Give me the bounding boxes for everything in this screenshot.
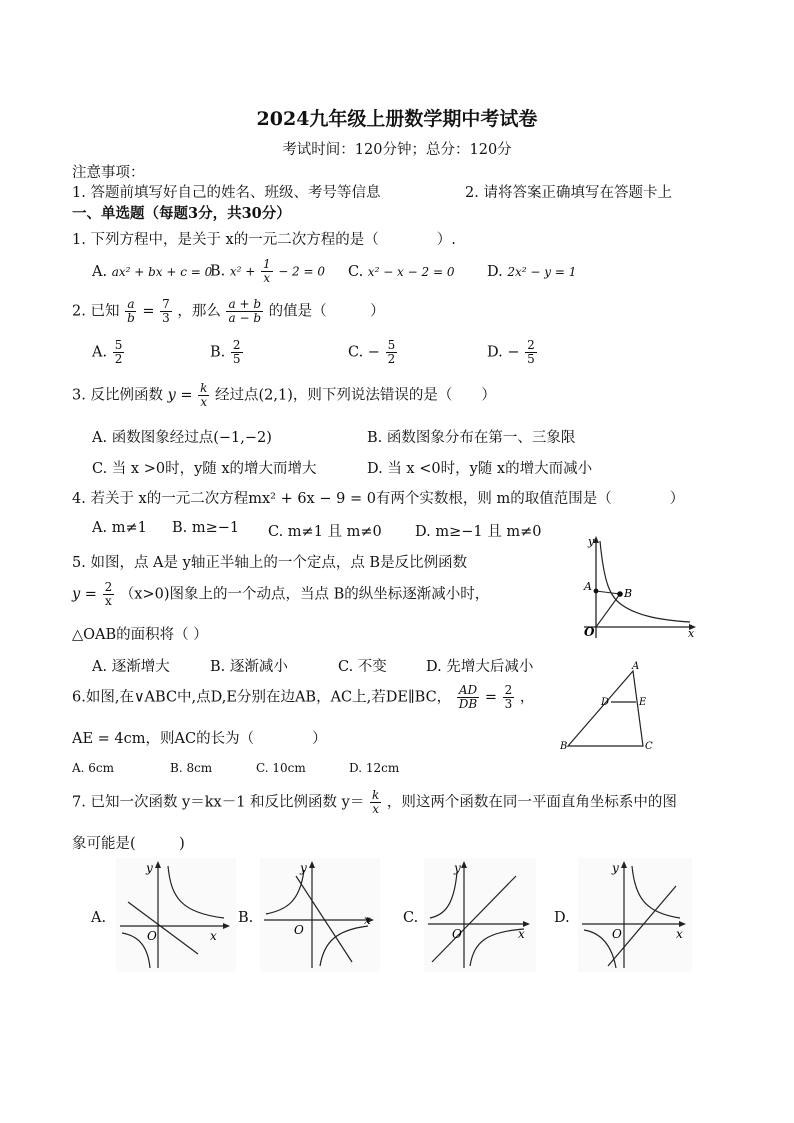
q5-option-d: D. 先增大后减小 bbox=[426, 659, 534, 675]
q7-label-c: C. bbox=[403, 910, 419, 926]
q5-option-c: C. 不变 bbox=[338, 659, 387, 675]
q6-label-b: B bbox=[560, 741, 568, 752]
q6-f-den: DB bbox=[458, 697, 478, 711]
q7-label-d: D. bbox=[554, 910, 570, 926]
q2-d-sign: − bbox=[507, 344, 520, 361]
q7-b-label-y: y bbox=[300, 861, 307, 875]
q6-label-e: E bbox=[639, 697, 647, 708]
q6-triangle-figure bbox=[558, 660, 668, 756]
q5-label-x: x bbox=[688, 627, 695, 640]
q6-frac-2-3 bbox=[503, 684, 515, 711]
q1-stem: 1. 下列方程中，是关于 x的一元二次方程的是（ ）. bbox=[72, 232, 456, 248]
q2-mid: ，那么 bbox=[177, 303, 221, 320]
q6-v-den: 3 bbox=[504, 697, 513, 711]
q7-graph-b-bg bbox=[260, 858, 380, 972]
q2-c-label: C. bbox=[348, 344, 364, 361]
q7-b-label-x: x bbox=[364, 913, 371, 927]
q7-c-label-x: x bbox=[518, 927, 525, 941]
q3-x: x bbox=[200, 395, 208, 409]
q5-label-b: B bbox=[624, 587, 633, 600]
q7-d-label-y: y bbox=[612, 861, 619, 875]
q1-a-expr: ax² + bx + c = 0 bbox=[111, 265, 213, 279]
q6-label-c: C bbox=[645, 741, 653, 752]
q2-eq: = bbox=[142, 303, 155, 320]
q4-option-b: B. m≥−1 bbox=[172, 520, 240, 536]
note-2: 2. 请将答案正确填写在答题卡上 bbox=[465, 185, 672, 201]
q5-line-2 bbox=[72, 581, 489, 608]
q7-a-label-x: x bbox=[210, 929, 217, 943]
q6-label-d: D bbox=[601, 697, 610, 708]
q3-frac bbox=[198, 382, 209, 409]
q3-y: y = bbox=[167, 387, 193, 404]
q5-num: 2 bbox=[104, 580, 113, 594]
q7-line-2: 象可能是( ) bbox=[72, 836, 185, 852]
q1-d-expr: 2x² − y = 1 bbox=[507, 265, 577, 279]
q5-label-y: y bbox=[588, 535, 595, 548]
q7-frac bbox=[370, 789, 381, 816]
q4-option-d: D. m≥−1 且 m≠0 bbox=[415, 524, 542, 540]
note-1: 1. 答题前填写好自己的姓名、班级、考号等信息 bbox=[72, 185, 381, 201]
q2-frac-a-b bbox=[125, 298, 137, 325]
q1-option-d bbox=[487, 264, 576, 280]
q5-label-o: O bbox=[584, 625, 595, 639]
q5-segment-ob bbox=[596, 594, 620, 627]
q2-f2-den: 3 bbox=[162, 311, 170, 325]
q7-c-label-o: O bbox=[452, 927, 462, 941]
q2-d-den: 5 bbox=[527, 352, 535, 366]
q2-a-num: 5 bbox=[114, 338, 123, 352]
q1-option-b bbox=[210, 258, 325, 285]
q4-option-a: A. m≠1 bbox=[92, 520, 147, 536]
q6-option-d: D. 12cm bbox=[349, 761, 400, 775]
q7-d-label-o: O bbox=[612, 927, 622, 941]
q1-option-a bbox=[92, 264, 212, 280]
q7-k: k bbox=[371, 788, 380, 802]
q2-c-den: 2 bbox=[387, 352, 396, 366]
q7-graph-c-bg bbox=[424, 858, 536, 972]
q5-frac bbox=[103, 581, 115, 608]
q7-post: ，则这两个函数在同一平面直角坐标系中的图 bbox=[386, 794, 677, 811]
q7-label-a: A. bbox=[91, 910, 107, 926]
q2-post: 的值是（ ） bbox=[268, 303, 385, 320]
q2-stem bbox=[72, 298, 385, 325]
q7-graph-d bbox=[578, 858, 692, 972]
q2-option-b bbox=[210, 339, 244, 366]
q1-a-label: A. bbox=[92, 264, 108, 280]
q5-hyperbola bbox=[600, 541, 690, 622]
q1-b-den: x bbox=[263, 271, 271, 285]
q3-k: k bbox=[200, 381, 208, 395]
q2-f2-num: 7 bbox=[162, 297, 170, 311]
q2-a-frac bbox=[113, 339, 125, 366]
q5-point-b bbox=[617, 591, 623, 597]
q2-f1-den: b bbox=[127, 311, 135, 325]
q6-option-a: A. 6cm bbox=[72, 761, 115, 775]
q2-c-sign: − bbox=[367, 344, 380, 361]
q4-option-c: C. m≠1 且 m≠0 bbox=[268, 524, 382, 540]
q2-option-d bbox=[487, 339, 538, 366]
q1-b-num: 1 bbox=[262, 257, 271, 271]
q5-line-1: 5. 如图，点 A是 y轴正半轴上的一个定点，点 B是反比例函数 bbox=[72, 555, 468, 571]
page-title: 2024九年级上册数学期中考试卷 bbox=[256, 108, 538, 130]
q6-label-a: A bbox=[632, 661, 640, 672]
q1-c-label: C. bbox=[348, 264, 364, 280]
q7-graph-c bbox=[424, 858, 536, 972]
q2-d-num: 2 bbox=[527, 338, 535, 352]
q7-a-label-o: O bbox=[147, 929, 157, 943]
q7-graph-a bbox=[116, 858, 236, 972]
exam-info: 考试时间：120分钟；总分：120分 bbox=[282, 142, 512, 158]
q6-triangle-abc bbox=[568, 671, 643, 746]
q3-stem bbox=[72, 382, 496, 409]
q5-option-a: A. 逐渐增大 bbox=[92, 659, 170, 675]
q2-d-label: D. bbox=[487, 344, 503, 361]
q3-pre: 3. 反比例函数 bbox=[72, 387, 163, 404]
q6-option-b: B. 8cm bbox=[170, 761, 213, 775]
q2-f3-num: a + b bbox=[228, 297, 262, 311]
q3-option-b: B. 函数图象分布在第一、三象限 bbox=[367, 430, 576, 446]
q7-d-label-x: x bbox=[676, 927, 683, 941]
q1-b-label: B. bbox=[210, 263, 226, 280]
q4-stem: 4. 若关于 x的一元二次方程mx² + 6x − 9 = 0有两个实数根，则 m的取值范围是（ ） bbox=[72, 491, 685, 507]
q1-option-c bbox=[348, 264, 454, 280]
q1-b-post: − 2 = 0 bbox=[278, 264, 326, 279]
q2-frac-7-3 bbox=[160, 298, 172, 325]
q7-graph-a-bg bbox=[116, 858, 236, 972]
q5-segment-ab bbox=[596, 591, 620, 594]
q1-b-fraction bbox=[261, 258, 273, 285]
q1-c-expr: x² − x − 2 = 0 bbox=[367, 265, 455, 279]
q6-frac-ad-db bbox=[457, 684, 479, 711]
q2-b-frac bbox=[231, 339, 243, 366]
q3-option-a: A. 函数图象经过点(−1,−2) bbox=[92, 430, 272, 446]
q7-pre: 7. 已知一次函数 y＝kx－1 和反比例函数 y＝ bbox=[72, 794, 365, 811]
q7-c-label-y: y bbox=[454, 861, 461, 875]
q7-graph-d-bg bbox=[578, 858, 692, 972]
q5-y: y = bbox=[72, 586, 97, 603]
q7-line-1 bbox=[72, 789, 677, 816]
q2-a-label: A. bbox=[92, 344, 108, 361]
q5-label-a: A bbox=[584, 580, 592, 593]
q6-line-1 bbox=[72, 684, 534, 711]
q2-frac-expr bbox=[226, 298, 263, 325]
q2-a-den: 2 bbox=[114, 352, 123, 366]
q5-figure bbox=[578, 533, 708, 645]
q6-v-num: 2 bbox=[504, 683, 513, 697]
q7-b-label-o: O bbox=[294, 923, 304, 937]
q6-comma: ， bbox=[519, 689, 535, 706]
q6-pre: 6.如图,在∨ABC中,点D,E分别在边AB，AC上,若DE∥BC， bbox=[72, 689, 452, 706]
q2-f1-num: a bbox=[127, 297, 135, 311]
q6-option-c: C. 10cm bbox=[256, 761, 306, 775]
q2-b-den: 5 bbox=[232, 352, 241, 366]
q2-f3-den: a − b bbox=[228, 311, 262, 325]
q7-a-label-y: y bbox=[146, 861, 153, 875]
q2-b-num: 2 bbox=[232, 338, 241, 352]
q2-pre: 2. 已知 bbox=[72, 303, 120, 320]
q5-line-3: △OAB的面积将（ ） bbox=[72, 627, 208, 643]
q5-line-2-text: （x>0)图象上的一个动点，当点 B的纵坐标逐渐减小时， bbox=[119, 586, 490, 603]
q5-den: x bbox=[104, 594, 112, 608]
q6-f-num: AD bbox=[458, 683, 478, 697]
q7-x: x bbox=[372, 802, 379, 816]
q6-eq: = bbox=[484, 689, 498, 706]
q2-c-frac bbox=[386, 339, 398, 366]
q7-graph-b bbox=[260, 858, 380, 972]
q2-option-c bbox=[348, 339, 398, 366]
q3-option-c: C. 当 x >0时，y随 x的增大而增大 bbox=[92, 461, 317, 477]
q2-b-label: B. bbox=[210, 344, 226, 361]
q5-option-b: B. 逐渐减小 bbox=[210, 659, 288, 675]
q1-d-label: D. bbox=[487, 264, 503, 280]
q5-point-a bbox=[594, 589, 599, 594]
q3-post: 经过点(2,1)，则下列说法错误的是（ ） bbox=[215, 387, 496, 404]
section-heading: 一、单选题（每题3分，共30分） bbox=[72, 205, 291, 222]
notes-label: 注意事项： bbox=[72, 165, 145, 181]
q6-line-2: AE = 4cm，则AC的长为（ ） bbox=[72, 731, 327, 747]
q2-d-frac bbox=[525, 339, 537, 366]
q2-option-a bbox=[92, 339, 125, 366]
q3-option-d: D. 当 x <0时，y随 x的增大而减小 bbox=[367, 461, 593, 477]
q1-b-pre: x² + bbox=[229, 264, 256, 279]
q2-c-num: 5 bbox=[387, 338, 396, 352]
q7-label-b: B. bbox=[238, 910, 254, 926]
